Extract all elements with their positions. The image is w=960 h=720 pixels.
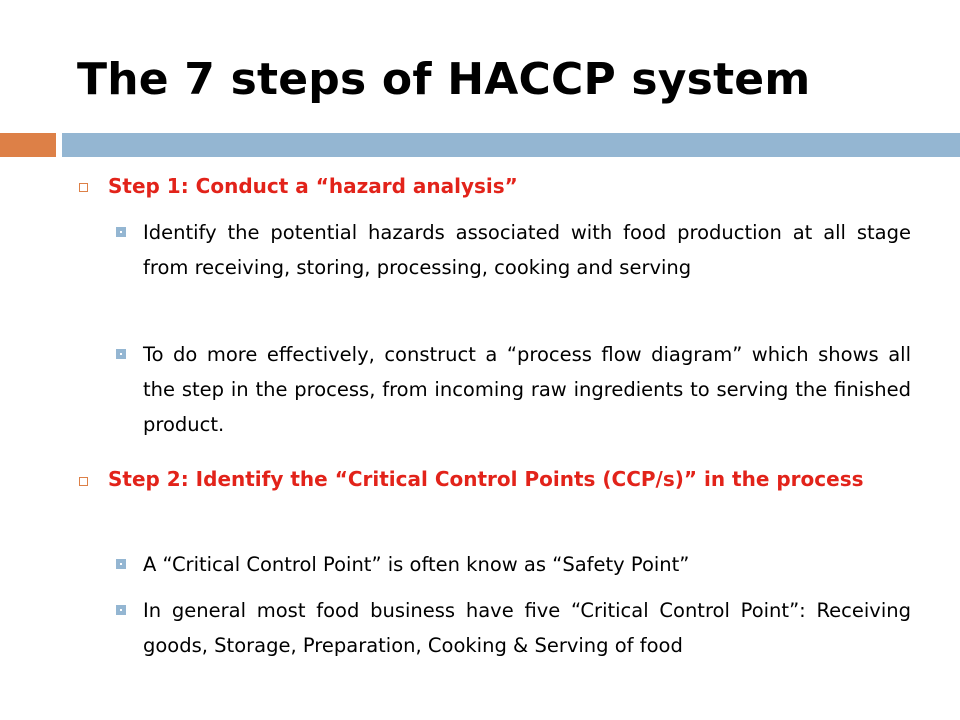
bullet-square-icon xyxy=(116,349,126,359)
bullet-square-icon xyxy=(79,183,88,192)
step-1-bullet-1: Identify the potential hazards associated with food production at all stage from receiving, storing, processing, cooking and serving xyxy=(143,221,911,279)
bullet-square-icon xyxy=(116,227,126,237)
step-1-bullet-2: To do more effectively, construct a “process flow diagram” which shows all the step in the process, from incoming raw ingredients to serving the finished product. xyxy=(143,343,911,436)
step-1-heading: Step 1: Conduct a “hazard analysis” xyxy=(108,174,518,198)
bullet-square-icon xyxy=(116,605,126,615)
bullet-square-icon xyxy=(79,477,88,486)
step-2-heading: Step 2: Identify the “Critical Control Points (CCP/s)” in the process xyxy=(108,467,864,491)
bullet-square-icon xyxy=(116,559,126,569)
step-2-bullet-1: A “Critical Control Point” is often know as “Safety Point” xyxy=(143,553,690,576)
slide-title: The 7 steps of HACCP system xyxy=(77,54,811,105)
step-2-bullet-2: In general most food business have five “Critical Control Point”: Receiving goods, Storage, Preparation, Cooking & Serving of food xyxy=(143,599,911,657)
